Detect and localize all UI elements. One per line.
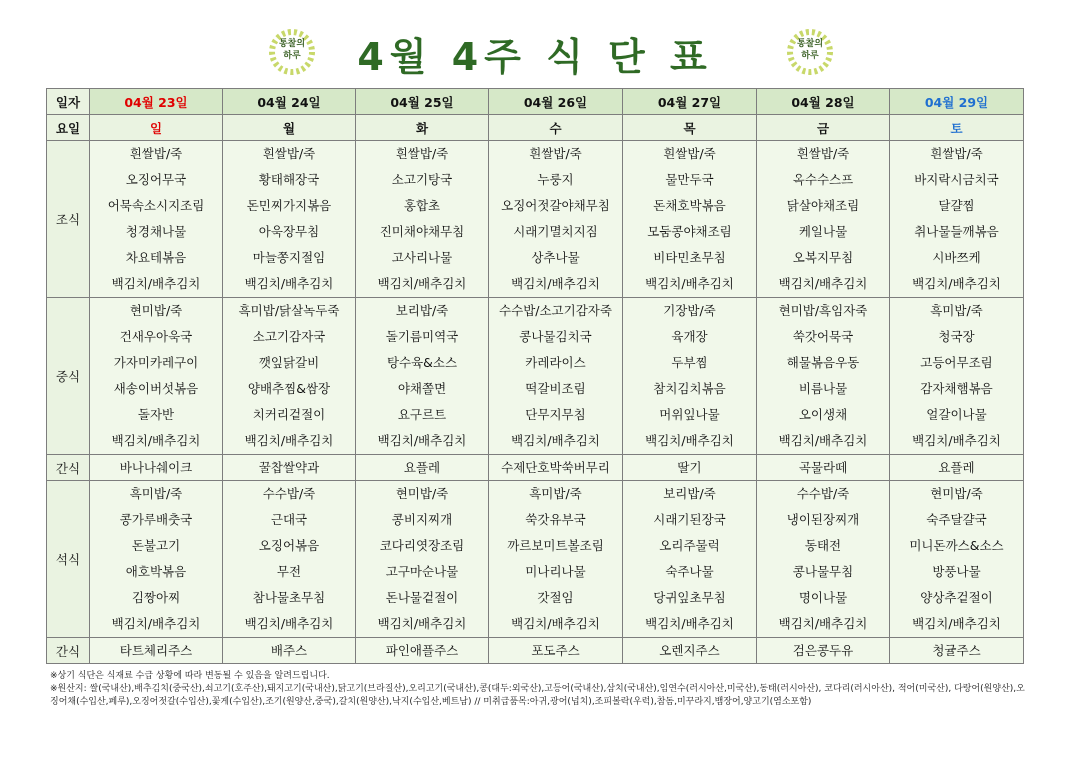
menu-item: 콩나물김치국 [519, 329, 592, 344]
dinner-cell [223, 481, 356, 638]
menu-item: 소고기감자국 [252, 329, 326, 344]
lunch-cell [489, 298, 623, 455]
snack1-row [47, 455, 1024, 481]
snack1-cell: 곡물라떼 [757, 455, 890, 481]
menu-item: 쑥갓유부국 [525, 512, 586, 527]
menu-item: 취나물들깨볶음 [914, 224, 999, 239]
menu-item: 방풍나물 [932, 564, 981, 579]
menu-item: 김짱아찌 [131, 590, 181, 605]
menu-item: 백김치/배추김치 [912, 616, 1001, 631]
menu-item: 참나물초무침 [252, 590, 326, 605]
menu-item: 해물볶음우동 [786, 355, 860, 370]
snack2-cell: 청귤주스 [890, 638, 1024, 664]
menu-item: 진미채야채무침 [379, 224, 465, 239]
menu-item: 흑미밥/닭살녹두죽 [238, 303, 340, 318]
row-label-date: 일자 [47, 89, 90, 115]
menu-item: 백김치/배추김치 [511, 433, 600, 448]
note-line: ※원산지: 쌀(국내산),배추김치(중국산),쇠고기(호주산),돼지고기(국내산),닭고기(브라질산),오리고기(국내산),콩(대두:외국산),고등어(국내산),삼치(국내산),임연수(러시아산,미국산),동태(러시아산), 코다리(러시아산), 적어(미국산), 다랑어(원양산),오징어채(수입산,페루),오징어젓갈(수입산),꽃게(수입산),조기(원양산,중국),갈치(원양산),낙지(수입산,베트남) // 미취급품목:아귀,광어(넙치),조피볼락(우럭),참돔,미꾸라지,뱀장어,양고기(염소포함) [50, 684, 1025, 707]
menu-item: 야채쫄면 [397, 381, 447, 396]
menu-item: 백김치/배추김치 [778, 276, 868, 291]
menu-item: 누룽지 [537, 172, 574, 187]
breakfast-cell [890, 141, 1024, 298]
day-cell: 수 [489, 115, 623, 141]
menu-item: 백김치/배추김치 [645, 276, 734, 291]
menu-item: 현미밥/죽 [930, 486, 983, 501]
menu-item: 참치김치볶음 [653, 381, 726, 396]
menu-item: 백김치/배추김치 [244, 276, 334, 291]
menu-item: 오징어무국 [125, 172, 187, 187]
lunch-cell [757, 298, 890, 455]
snack2-cell: 오렌지주스 [623, 638, 757, 664]
menu-item: 깻잎닭갈비 [258, 355, 320, 370]
menu-item: 상추나물 [531, 250, 580, 265]
menu-item: 흰쌀밥/죽 [796, 146, 850, 161]
menu-item: 양배추찜&쌈장 [247, 381, 331, 396]
menu-item: 황태해장국 [258, 172, 320, 187]
menu-item: 건새우아욱국 [119, 329, 193, 344]
menu-item: 콩가루배춧국 [119, 512, 193, 527]
lunch-cell [90, 298, 223, 455]
menu-item: 흰쌀밥/죽 [930, 146, 983, 161]
menu-item: 오리주물럭 [659, 538, 720, 553]
menu-item: 숙주달걀국 [926, 512, 987, 527]
breakfast-cell [223, 141, 356, 298]
menu-item: 백김치/배추김치 [912, 433, 1001, 448]
menu-item: 수수밥/죽 [796, 486, 850, 501]
menu-item: 흰쌀밥/죽 [529, 146, 582, 161]
menu-item: 백김치/배추김치 [111, 276, 201, 291]
menu-item: 백김치/배추김치 [244, 616, 334, 631]
menu-item: 돈나물겉절이 [385, 590, 459, 605]
menu-item: 백김치/배추김치 [511, 616, 600, 631]
snack2-cell: 검은콩두유 [757, 638, 890, 664]
snack1-cell: 딸기 [623, 455, 757, 481]
menu-item: 달걀찜 [938, 198, 975, 213]
notes [50, 670, 1030, 709]
menu-item: 코다리엿장조림 [379, 538, 465, 553]
day-cell: 일 [90, 115, 223, 141]
menu-item: 백김치/배추김치 [645, 433, 734, 448]
menu-item: 콩나물무침 [792, 564, 854, 579]
menu-item: 소고기탕국 [391, 172, 453, 187]
snack1-cell: 바나나쉐이크 [90, 455, 223, 481]
snack1-cell: 꿀찹쌀약과 [223, 455, 356, 481]
menu-item: 현미밥/흑임자죽 [778, 303, 868, 318]
date-row [47, 89, 1024, 115]
row-label-dinner: 석식 [47, 481, 90, 638]
menu-item: 백김치/배추김치 [778, 616, 868, 631]
menu-item: 미나리나물 [525, 564, 586, 579]
breakfast-cell [757, 141, 890, 298]
snack1-cell: 요플레 [356, 455, 489, 481]
menu-item: 애호박볶음 [125, 564, 187, 579]
menu-item: 가자미카레구이 [113, 355, 199, 370]
menu-item: 케일나물 [798, 224, 848, 239]
menu-item: 미니돈까스&소스 [909, 538, 1004, 553]
menu-item: 백김치/배추김치 [912, 276, 1001, 291]
dinner-cell [623, 481, 757, 638]
menu-item: 백김치/배추김치 [377, 616, 467, 631]
menu-item: 백김치/배추김치 [778, 433, 868, 448]
menu-item: 얼갈이나물 [926, 407, 987, 422]
menu-item: 탕수육&소스 [386, 355, 458, 370]
breakfast-cell [356, 141, 489, 298]
menu-item: 돌자반 [137, 407, 175, 422]
menu-item: 돈불고기 [131, 538, 181, 553]
dinner-row [47, 481, 1024, 638]
logo-text: 통찰의 하루 [796, 39, 824, 61]
menu-item: 비타민초무침 [653, 250, 726, 265]
dinner-cell [489, 481, 623, 638]
breakfast-cell [623, 141, 757, 298]
day-row [47, 115, 1024, 141]
menu-item: 까르보미트볼조림 [507, 538, 604, 553]
menu-item: 수수밥/소고기감자죽 [499, 303, 612, 318]
menu-item: 콩비지찌개 [391, 512, 453, 527]
menu-item: 요구르트 [397, 407, 447, 422]
menu-item: 숙주나물 [665, 564, 714, 579]
date-cell: 04월 29일 [890, 89, 1024, 115]
dinner-cell [890, 481, 1024, 638]
menu-item: 양상추겉절이 [920, 590, 993, 605]
menu-item: 오이생채 [798, 407, 848, 422]
menu-item: 옥수수스프 [792, 172, 854, 187]
menu-item: 머위잎나물 [659, 407, 720, 422]
day-cell: 월 [223, 115, 356, 141]
menu-item: 바지락시금치국 [914, 172, 999, 187]
menu-item: 고구마순나물 [385, 564, 459, 579]
row-label-lunch: 중식 [47, 298, 90, 455]
menu-item: 백김치/배추김치 [377, 433, 467, 448]
menu-item: 시래기된장국 [653, 512, 726, 527]
snack2-cell: 타트체리주스 [90, 638, 223, 664]
menu-item: 비름나물 [798, 381, 848, 396]
menu-item: 닭살야채조림 [786, 198, 860, 213]
menu-item: 어묵속소시지조림 [107, 198, 205, 213]
page-title: 4월 4주 식 단 표 [357, 35, 713, 79]
menu-item: 돌기름미역국 [385, 329, 459, 344]
menu-item: 마늘쫑지절임 [252, 250, 326, 265]
date-cell: 04월 28일 [757, 89, 890, 115]
menu-item: 현미밥/죽 [395, 486, 449, 501]
menu-item: 무전 [276, 564, 302, 579]
menu-item: 단무지무침 [525, 407, 586, 422]
menu-item: 치커리겉절이 [252, 407, 326, 422]
menu-item: 백김치/배추김치 [111, 433, 201, 448]
snack2-cell: 포도주스 [489, 638, 623, 664]
menu-item: 현미밥/죽 [129, 303, 183, 318]
row-label-breakfast: 조식 [47, 141, 90, 298]
lunch-row [47, 298, 1024, 455]
lunch-cell [890, 298, 1024, 455]
menu-item: 흑미밥/죽 [529, 486, 582, 501]
menu-item: 당귀잎초무침 [653, 590, 726, 605]
menu-item: 오징어젓갈야채무침 [501, 198, 610, 213]
menu-item: 백김치/배추김치 [511, 276, 600, 291]
breakfast-cell [90, 141, 223, 298]
menu-item: 갓절임 [537, 590, 574, 605]
row-label-snack2: 간식 [47, 638, 90, 664]
lunch-cell [623, 298, 757, 455]
menu-item: 시바쯔케 [932, 250, 981, 265]
date-cell: 04월 24일 [223, 89, 356, 115]
menu-item: 새송이버섯볶음 [113, 381, 199, 396]
date-cell: 04월 26일 [489, 89, 623, 115]
date-cell: 04월 23일 [90, 89, 223, 115]
menu-item: 떡갈비조림 [525, 381, 586, 396]
page-header [0, 18, 1070, 80]
menu-item: 홍합초 [403, 198, 441, 213]
day-cell: 화 [356, 115, 489, 141]
dinner-cell [356, 481, 489, 638]
lunch-cell [223, 298, 356, 455]
snack2-cell: 배주스 [223, 638, 356, 664]
dinner-cell [757, 481, 890, 638]
snack2-row [47, 638, 1024, 664]
row-label-snack1: 간식 [47, 455, 90, 481]
lunch-cell [356, 298, 489, 455]
menu-item: 백김치/배추김치 [111, 616, 201, 631]
date-cell: 04월 25일 [356, 89, 489, 115]
menu-item: 고사리나물 [391, 250, 453, 265]
menu-item: 두부찜 [671, 355, 708, 370]
snack1-cell: 수제단호박쑥버무리 [489, 455, 623, 481]
menu-item: 시래기멸치지짐 [513, 224, 598, 239]
menu-item: 근대국 [270, 512, 308, 527]
menu-item: 청경채나물 [125, 224, 187, 239]
menu-item: 물만두국 [665, 172, 714, 187]
menu-item: 백김치/배추김치 [377, 276, 467, 291]
menu-item: 보리밥/죽 [663, 486, 716, 501]
menu-item: 쑥갓어묵국 [792, 329, 854, 344]
menu-item: 흰쌀밥/죽 [129, 146, 183, 161]
menu-item: 백김치/배추김치 [645, 616, 734, 631]
menu-item: 명이나물 [798, 590, 848, 605]
day-cell: 목 [623, 115, 757, 141]
menu-item: 모둠콩야채조림 [647, 224, 732, 239]
breakfast-cell [489, 141, 623, 298]
menu-item: 보리밥/죽 [395, 303, 449, 318]
menu-item: 동태전 [804, 538, 842, 553]
logo-right [782, 24, 838, 80]
breakfast-row [47, 141, 1024, 298]
menu-item: 흰쌀밥/죽 [395, 146, 449, 161]
menu-item: 냉이된장찌개 [786, 512, 860, 527]
menu-item: 차요테볶음 [125, 250, 187, 265]
menu-item: 흰쌀밥/죽 [663, 146, 716, 161]
menu-item: 청국장 [938, 329, 975, 344]
menu-table [46, 88, 1024, 664]
day-cell: 금 [757, 115, 890, 141]
menu-item: 오복지무침 [792, 250, 854, 265]
menu-item: 오징어볶음 [258, 538, 320, 553]
menu-item: 수수밥/죽 [262, 486, 316, 501]
row-label-day: 요일 [47, 115, 90, 141]
menu-item: 카레라이스 [525, 355, 586, 370]
day-cell: 토 [890, 115, 1024, 141]
menu-item: 기장밥/죽 [663, 303, 716, 318]
menu-item: 아욱장무침 [258, 224, 320, 239]
menu-item: 육개장 [671, 329, 708, 344]
note-line: ※상기 식단은 식재료 수급 상황에 따라 변동될 수 있음을 알려드립니다. [50, 671, 330, 681]
snack2-cell: 파인애플주스 [356, 638, 489, 664]
menu-item: 백김치/배추김치 [244, 433, 334, 448]
menu-item: 고등어무조림 [920, 355, 993, 370]
snack1-cell: 요플레 [890, 455, 1024, 481]
date-cell: 04월 27일 [623, 89, 757, 115]
menu-item: 감자채햄볶음 [920, 381, 993, 396]
menu-item: 흰쌀밥/죽 [262, 146, 316, 161]
menu-item: 돈채호박볶음 [653, 198, 726, 213]
menu-item: 흑미밥/죽 [129, 486, 183, 501]
menu-item: 돈민찌가지볶음 [246, 198, 332, 213]
logo-text: 통찰의 하루 [278, 39, 306, 61]
dinner-cell [90, 481, 223, 638]
menu-item: 흑미밥/죽 [930, 303, 983, 318]
